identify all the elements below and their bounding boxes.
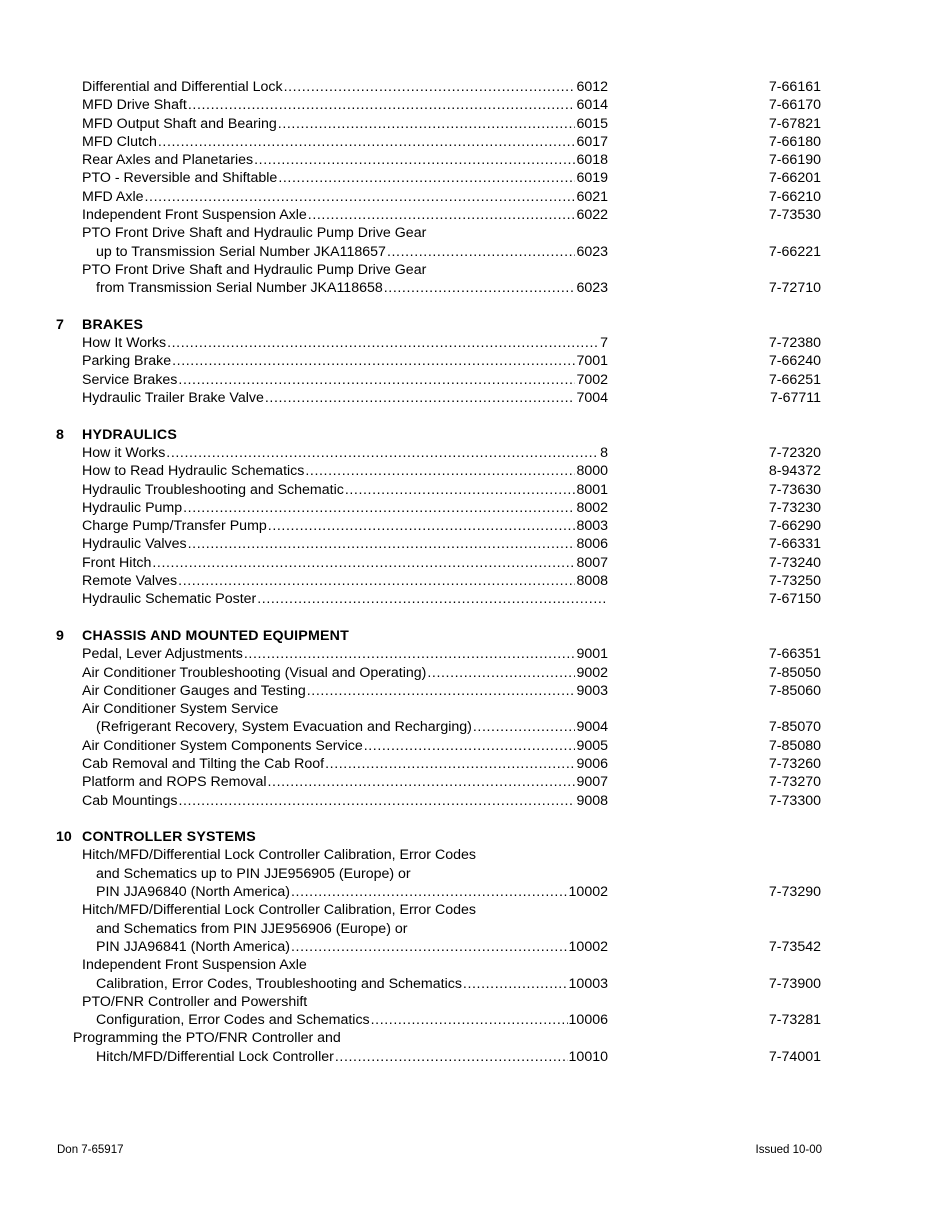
toc-entry-row bbox=[0, 846, 935, 864]
toc-entry-row bbox=[0, 883, 935, 901]
toc-entry-row bbox=[0, 554, 935, 572]
toc-entry[interactable] bbox=[96, 975, 608, 993]
toc-entry-form-number: 7-73260 bbox=[768, 755, 821, 772]
toc-entry-row bbox=[0, 481, 935, 499]
toc-entry-form-number: 7-67150 bbox=[768, 591, 821, 608]
dot-leader bbox=[384, 279, 576, 297]
toc-entry-row bbox=[0, 535, 935, 553]
toc-entry-page-number: 10006 bbox=[568, 1012, 608, 1029]
toc-entry[interactable] bbox=[96, 920, 608, 938]
toc-entry[interactable] bbox=[82, 78, 608, 96]
toc-entry[interactable] bbox=[82, 334, 608, 352]
dot-leader bbox=[178, 792, 575, 810]
toc-entry-row bbox=[0, 901, 935, 919]
toc-entry-label: Air Conditioner Gauges and Testing bbox=[82, 682, 306, 699]
toc-entry[interactable] bbox=[82, 371, 608, 389]
toc-entry-row bbox=[0, 1029, 935, 1047]
toc-entry-row bbox=[0, 737, 935, 755]
toc-entry-form-number: 7-72380 bbox=[768, 335, 821, 352]
toc-entry-row bbox=[0, 865, 935, 883]
section-heading bbox=[0, 316, 935, 334]
toc-entry-form-number: 7-73530 bbox=[768, 207, 821, 224]
toc-entry-form-number: 7-73900 bbox=[768, 975, 821, 992]
toc-entry-label: Air Conditioner System Service bbox=[82, 701, 279, 718]
toc-entry-row bbox=[0, 151, 935, 169]
dot-leader bbox=[268, 773, 576, 791]
toc-entry-page-number: 6023 bbox=[576, 243, 608, 260]
dot-leader bbox=[284, 78, 576, 96]
toc-entry-row bbox=[0, 773, 935, 791]
toc-entry-label: MFD Axle bbox=[82, 188, 144, 205]
dot-leader bbox=[158, 133, 576, 151]
toc-entry-form-number: 7-66351 bbox=[768, 646, 821, 663]
toc-entry[interactable] bbox=[82, 151, 608, 169]
toc-entry-label: How it Works bbox=[82, 444, 166, 461]
toc-entry-form-number: 7-66331 bbox=[768, 536, 821, 553]
toc-entry[interactable] bbox=[96, 883, 608, 901]
toc-entry-label: PTO Front Drive Shaft and Hydraulic Pump Drive Gear bbox=[82, 225, 427, 242]
dot-leader bbox=[387, 243, 576, 261]
dot-leader bbox=[278, 169, 575, 187]
toc-entry-page-number: 10002 bbox=[568, 938, 608, 955]
toc-entry-form-number: 7-73630 bbox=[768, 481, 821, 498]
toc-entry-row bbox=[0, 755, 935, 773]
section-number: 9 bbox=[56, 627, 64, 644]
toc-entry-label: Charge Pump/Transfer Pump bbox=[82, 518, 267, 535]
dot-leader bbox=[473, 718, 576, 736]
toc-entry-label: PIN JJA96840 (North America) bbox=[96, 884, 290, 901]
dot-leader bbox=[244, 645, 576, 663]
toc-entry-page-number: 6021 bbox=[576, 188, 608, 205]
toc-entry-label: How It Works bbox=[82, 335, 167, 352]
toc-entry-page-number: 9008 bbox=[576, 792, 608, 809]
toc-entry-form-number: 7-85050 bbox=[768, 664, 821, 681]
toc-entry-row bbox=[0, 261, 935, 279]
dot-leader bbox=[371, 1011, 568, 1029]
dot-leader bbox=[427, 664, 575, 682]
toc-entry-row bbox=[0, 645, 935, 663]
toc-entry[interactable] bbox=[82, 554, 608, 572]
section-heading bbox=[0, 627, 935, 645]
toc-entry[interactable] bbox=[82, 755, 608, 773]
dot-leader bbox=[265, 389, 576, 407]
toc-entry[interactable] bbox=[82, 133, 608, 151]
toc-section bbox=[0, 78, 935, 298]
toc-entry-page-number: 9004 bbox=[576, 719, 608, 736]
dot-leader bbox=[188, 96, 576, 114]
toc-entry-row bbox=[0, 78, 935, 96]
toc-entry[interactable] bbox=[82, 499, 608, 517]
toc-entry-page-number: 9005 bbox=[576, 737, 608, 754]
dot-leader bbox=[325, 755, 575, 773]
toc-entry-label: (Refrigerant Recovery, System Evacuation and Recharging) bbox=[96, 719, 472, 736]
toc-entry-label: Service Brakes bbox=[82, 371, 178, 388]
toc-entry[interactable] bbox=[82, 206, 608, 224]
toc-entry-label: Hydraulic Pump bbox=[82, 499, 183, 516]
toc-entry-page-number: 9002 bbox=[576, 664, 608, 681]
toc-entry-label: PTO/FNR Controller and Powershift bbox=[82, 993, 308, 1010]
dot-leader bbox=[254, 151, 575, 169]
toc-entry-row bbox=[0, 920, 935, 938]
toc-entry[interactable] bbox=[73, 1029, 608, 1047]
dot-leader bbox=[178, 572, 575, 590]
toc-entry-label: and Schematics up to PIN JJE956905 (Europe) or bbox=[96, 865, 411, 882]
toc-entry[interactable] bbox=[82, 224, 608, 242]
table-of-contents bbox=[0, 78, 935, 1066]
toc-entry-label: Hydraulic Troubleshooting and Schematic bbox=[82, 481, 344, 498]
section-title: BRAKES bbox=[82, 316, 144, 333]
toc-entry[interactable] bbox=[96, 243, 608, 261]
toc-entry-row bbox=[0, 462, 935, 480]
dot-leader bbox=[308, 206, 576, 224]
toc-entry[interactable] bbox=[82, 645, 608, 663]
toc-entry-form-number: 7-85080 bbox=[768, 737, 821, 754]
toc-section bbox=[0, 298, 935, 408]
toc-entry-page-number: 10003 bbox=[568, 975, 608, 992]
toc-entry-page-number: 9006 bbox=[576, 755, 608, 772]
dot-leader bbox=[268, 517, 576, 535]
toc-entry-form-number: 7-85060 bbox=[768, 682, 821, 699]
section-title: HYDRAULICS bbox=[82, 426, 178, 443]
toc-entry-page-number: 7001 bbox=[576, 353, 608, 370]
toc-entry[interactable] bbox=[82, 261, 608, 279]
toc-entry-page-number: 6019 bbox=[576, 170, 608, 187]
toc-entry[interactable] bbox=[96, 1048, 608, 1066]
toc-entry-row bbox=[0, 718, 935, 736]
toc-entry-page-number: 10010 bbox=[568, 1048, 608, 1065]
toc-entry[interactable] bbox=[82, 481, 608, 499]
toc-entry-page-number: 7002 bbox=[576, 371, 608, 388]
toc-entry-row bbox=[0, 682, 935, 700]
dot-leader bbox=[335, 1048, 568, 1066]
toc-entry[interactable] bbox=[82, 352, 608, 370]
toc-entry-form-number: 7-73250 bbox=[768, 573, 821, 590]
toc-entry-page-number: 9007 bbox=[576, 774, 608, 791]
dot-leader bbox=[172, 352, 575, 370]
toc-entry-form-number: 7-66240 bbox=[768, 353, 821, 370]
toc-section bbox=[0, 609, 935, 810]
toc-entry-row bbox=[0, 243, 935, 261]
section-heading bbox=[0, 426, 935, 444]
toc-entry-form-number: 7-73240 bbox=[768, 554, 821, 571]
dot-leader bbox=[305, 462, 575, 480]
section-title: CONTROLLER SYSTEMS bbox=[82, 829, 256, 846]
toc-entry-page-number: 8000 bbox=[576, 463, 608, 480]
toc-entry-row bbox=[0, 115, 935, 133]
toc-entry-form-number: 7-73542 bbox=[768, 938, 821, 955]
toc-entry[interactable] bbox=[82, 169, 608, 187]
toc-entry-label: Cab Removal and Tilting the Cab Roof bbox=[82, 755, 325, 772]
toc-entry-label: Cab Mountings bbox=[82, 792, 178, 809]
toc-entry[interactable] bbox=[96, 938, 608, 956]
toc-entry-row bbox=[0, 499, 935, 517]
toc-entry-row bbox=[0, 334, 935, 352]
toc-entry-label: Rear Axles and Planetaries bbox=[82, 152, 254, 169]
toc-entry-label: MFD Clutch bbox=[82, 133, 157, 150]
toc-entry-row bbox=[0, 371, 935, 389]
dot-leader bbox=[183, 499, 575, 517]
toc-entry-row bbox=[0, 700, 935, 718]
footer-form-number: Don 7-65917 bbox=[57, 1144, 124, 1156]
toc-entry[interactable] bbox=[82, 773, 608, 791]
toc-entry[interactable] bbox=[82, 664, 608, 682]
toc-entry[interactable] bbox=[82, 792, 608, 810]
toc-entry[interactable] bbox=[96, 1011, 608, 1029]
toc-entry-form-number: 7-66190 bbox=[768, 152, 821, 169]
toc-entry-form-number: 7-66170 bbox=[768, 97, 821, 114]
toc-entry-row bbox=[0, 169, 935, 187]
toc-entry-label: Hydraulic Valves bbox=[82, 536, 187, 553]
toc-entry-label: Air Conditioner System Components Service bbox=[82, 737, 363, 754]
toc-entry-form-number: 7-66161 bbox=[768, 79, 821, 95]
toc-entry-row bbox=[0, 938, 935, 956]
dot-leader bbox=[345, 481, 576, 499]
toc-entry-form-number: 7-72710 bbox=[768, 280, 821, 297]
toc-entry-row bbox=[0, 188, 935, 206]
section-number: 8 bbox=[56, 426, 64, 443]
toc-entry-label: Differential and Differential Lock bbox=[82, 79, 283, 95]
toc-entry[interactable] bbox=[82, 846, 608, 864]
toc-entry-label: Programming the PTO/FNR Controller and bbox=[73, 1030, 341, 1047]
toc-entry-row bbox=[0, 279, 935, 297]
toc-entry-row bbox=[0, 792, 935, 810]
toc-entry-form-number: 7-67821 bbox=[768, 115, 821, 132]
toc-entry-row bbox=[0, 956, 935, 974]
toc-entry-page-number: 7 bbox=[600, 335, 608, 352]
section-number: 7 bbox=[56, 316, 64, 333]
toc-entry-label: Hydraulic Schematic Poster bbox=[82, 591, 257, 608]
dot-leader bbox=[364, 737, 576, 755]
toc-entry[interactable] bbox=[96, 718, 608, 736]
toc-entry-row bbox=[0, 96, 935, 114]
toc-entry[interactable] bbox=[82, 572, 608, 590]
toc-entry[interactable] bbox=[82, 993, 608, 1011]
toc-entry[interactable] bbox=[82, 682, 608, 700]
dot-leader bbox=[166, 444, 599, 462]
toc-entry-label: Independent Front Suspension Axle bbox=[82, 957, 307, 974]
toc-entry-label: Parking Brake bbox=[82, 353, 172, 370]
toc-entry-form-number: 7-73270 bbox=[768, 774, 821, 791]
toc-entry-label: Remote Valves bbox=[82, 573, 178, 590]
toc-entry-form-number: 7-67711 bbox=[769, 390, 821, 407]
toc-entry-page-number: 6018 bbox=[576, 152, 608, 169]
toc-entry-form-number: 7-66221 bbox=[768, 243, 821, 260]
section-spacer bbox=[0, 407, 935, 425]
toc-entry[interactable] bbox=[82, 115, 608, 133]
toc-entry-form-number: 7-85070 bbox=[768, 719, 821, 736]
toc-entry-row bbox=[0, 517, 935, 535]
toc-entry-page-number: 8002 bbox=[576, 499, 608, 516]
toc-entry-label: MFD Output Shaft and Bearing bbox=[82, 115, 277, 132]
toc-entry-page-number: 10002 bbox=[568, 884, 608, 901]
toc-entry-form-number: 7-66290 bbox=[768, 518, 821, 535]
toc-entry-row bbox=[0, 572, 935, 590]
toc-entry[interactable] bbox=[82, 96, 608, 114]
toc-entry-label: Hydraulic Trailer Brake Valve bbox=[82, 390, 264, 407]
toc-entry-row bbox=[0, 664, 935, 682]
toc-entry-label: from Transmission Serial Number JKA118658 bbox=[96, 280, 383, 297]
toc-entry-form-number: 7-74001 bbox=[768, 1048, 821, 1065]
dot-leader bbox=[188, 535, 576, 553]
toc-entry-row bbox=[0, 352, 935, 370]
toc-entry-form-number: 7-66180 bbox=[768, 133, 821, 150]
section-number: 10 bbox=[56, 829, 72, 846]
toc-entry-row bbox=[0, 206, 935, 224]
toc-entry-page-number: 6023 bbox=[576, 280, 608, 297]
toc-entry-row bbox=[0, 224, 935, 242]
toc-entry[interactable] bbox=[82, 517, 608, 535]
dot-leader bbox=[463, 975, 568, 993]
toc-entry[interactable] bbox=[82, 188, 608, 206]
dot-leader bbox=[278, 115, 576, 133]
toc-entry-form-number: 7-73281 bbox=[768, 1012, 821, 1029]
dot-leader bbox=[178, 371, 575, 389]
section-spacer bbox=[0, 609, 935, 627]
toc-entry[interactable] bbox=[96, 279, 608, 297]
toc-entry-label: Hitch/MFD/Differential Lock Controller Calibration, Error Codes bbox=[82, 847, 476, 864]
toc-entry-row bbox=[0, 444, 935, 462]
toc-entry-row bbox=[0, 133, 935, 151]
toc-entry-row bbox=[0, 590, 935, 608]
toc-entry-form-number: 7-73300 bbox=[768, 792, 821, 809]
toc-entry-page-number: 8008 bbox=[576, 573, 608, 590]
toc-entry-page-number: 8 bbox=[600, 444, 608, 461]
toc-entry-form-number: 7-73290 bbox=[768, 884, 821, 901]
toc-entry-page-number: 9003 bbox=[576, 682, 608, 699]
toc-entry-label: How to Read Hydraulic Schematics bbox=[82, 463, 305, 480]
toc-entry-page-number: 6017 bbox=[576, 133, 608, 150]
toc-entry-label: PTO Front Drive Shaft and Hydraulic Pump Drive Gear bbox=[82, 261, 427, 278]
dot-leader bbox=[167, 334, 599, 352]
toc-entry-row bbox=[0, 975, 935, 993]
section-heading bbox=[0, 828, 935, 846]
dot-leader bbox=[145, 188, 576, 206]
toc-entry-label: up to Transmission Serial Number JKA118657 bbox=[96, 243, 386, 260]
toc-section bbox=[0, 407, 935, 608]
toc-entry[interactable] bbox=[82, 590, 608, 608]
toc-entry-row bbox=[0, 1011, 935, 1029]
toc-entry-form-number: 8-94372 bbox=[768, 463, 821, 480]
toc-entry-form-number: 7-66251 bbox=[768, 371, 821, 388]
toc-entry-label: PTO - Reversible and Shiftable bbox=[82, 170, 278, 187]
dot-leader bbox=[257, 590, 607, 608]
dot-leader bbox=[152, 554, 575, 572]
toc-entry-page-number: 9001 bbox=[576, 646, 608, 663]
toc-entry-page-number: 6022 bbox=[576, 207, 608, 224]
toc-entry[interactable] bbox=[82, 901, 608, 919]
toc-entry-page-number: 8003 bbox=[576, 518, 608, 535]
toc-entry-label: Platform and ROPS Removal bbox=[82, 774, 267, 791]
toc-entry[interactable] bbox=[82, 444, 608, 462]
toc-entry[interactable] bbox=[82, 737, 608, 755]
toc-entry-label: Front Hitch bbox=[82, 554, 152, 571]
toc-entry-form-number: 7-66201 bbox=[768, 170, 821, 187]
toc-entry-form-number: 7-73230 bbox=[768, 499, 821, 516]
toc-entry-form-number: 7-72320 bbox=[768, 444, 821, 461]
toc-entry-label: PIN JJA96841 (North America) bbox=[96, 938, 290, 955]
toc-entry-label: Pedal, Lever Adjustments bbox=[82, 646, 243, 663]
toc-entry[interactable] bbox=[82, 389, 608, 407]
toc-entry-row bbox=[0, 1048, 935, 1066]
toc-entry[interactable] bbox=[96, 865, 608, 883]
section-spacer bbox=[0, 298, 935, 316]
toc-entry-label: Air Conditioner Troubleshooting (Visual and Operating) bbox=[82, 664, 427, 681]
toc-entry-row bbox=[0, 389, 935, 407]
toc-entry-label: Configuration, Error Codes and Schematics bbox=[96, 1012, 370, 1029]
toc-entry[interactable] bbox=[82, 956, 608, 974]
toc-entry-label: Hitch/MFD/Differential Lock Controller bbox=[96, 1048, 334, 1065]
toc-entry-page-number: 8007 bbox=[576, 554, 608, 571]
footer-issue-date: Issued 10-00 bbox=[755, 1144, 822, 1156]
toc-entry-form-number: 7-66210 bbox=[768, 188, 821, 205]
toc-entry-page-number: 8006 bbox=[576, 536, 608, 553]
toc-entry-page-number: 6014 bbox=[576, 97, 608, 114]
toc-entry-label: Hitch/MFD/Differential Lock Controller Calibration, Error Codes bbox=[82, 902, 476, 919]
toc-entry-page-number: 8001 bbox=[576, 481, 608, 498]
page-footer bbox=[0, 1140, 935, 1160]
toc-entry-label: Calibration, Error Codes, Troubleshooting and Schematics bbox=[96, 975, 462, 992]
toc-entry-page-number: 6015 bbox=[576, 115, 608, 132]
toc-entry-label: Independent Front Suspension Axle bbox=[82, 207, 307, 224]
toc-entry-page-number: 7004 bbox=[576, 390, 608, 407]
dot-leader bbox=[291, 938, 568, 956]
toc-entry[interactable] bbox=[82, 700, 608, 718]
toc-section bbox=[0, 810, 935, 1066]
dot-leader bbox=[307, 682, 576, 700]
toc-entry-label: MFD Drive Shaft bbox=[82, 97, 187, 114]
toc-entry-label: and Schematics from PIN JJE956906 (Europe) or bbox=[96, 920, 408, 937]
dot-leader bbox=[291, 883, 568, 901]
toc-entry-page-number: 6012 bbox=[576, 79, 608, 95]
section-spacer bbox=[0, 810, 935, 828]
toc-entry[interactable] bbox=[82, 535, 608, 553]
toc-entry[interactable] bbox=[82, 462, 608, 480]
section-title: CHASSIS AND MOUNTED EQUIPMENT bbox=[82, 627, 349, 644]
toc-entry-row bbox=[0, 993, 935, 1011]
